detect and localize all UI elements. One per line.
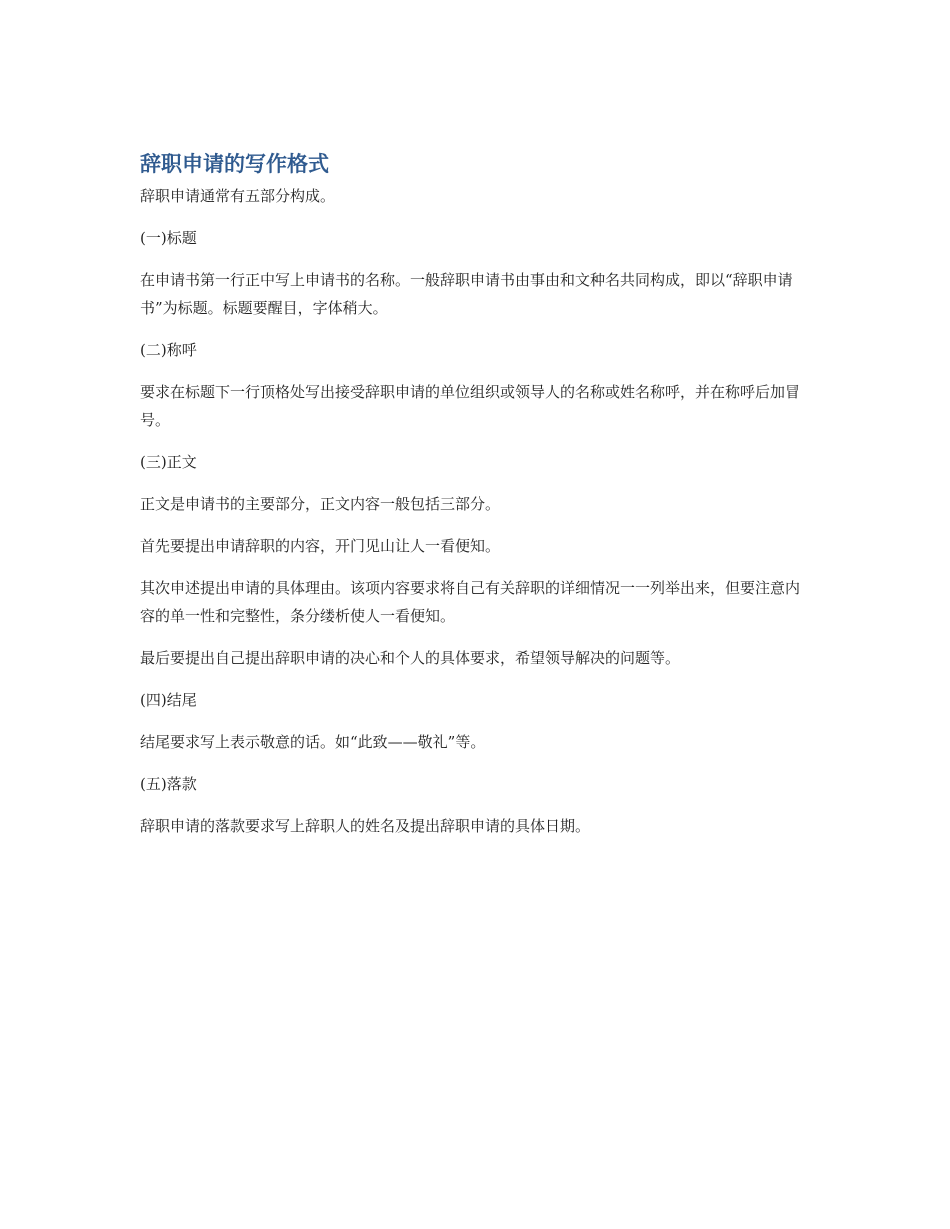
section-heading-closing: (四)结尾	[140, 691, 197, 709]
closing-description: 结尾要求写上表示敬意的话。如“此致——敬礼”等。	[140, 733, 486, 751]
signature-description: 辞职申请的落款要求写上辞职人的姓名及提出辞职申请的具体日期。	[140, 817, 591, 835]
title-description: 在申请书第一行正中写上申请书的名称。一般辞职申请书由事由和文种名共同构成，即以“辞职申请书”为标题。标题要醒目，字体稍大。	[140, 271, 793, 317]
intro-paragraph: 辞职申请通常有五部分构成。	[140, 187, 336, 205]
section-heading-signature: (五)落款	[140, 775, 197, 793]
section-heading-body: (三)正文	[140, 453, 197, 471]
page-title: 辞职申请的写作格式	[140, 152, 329, 176]
section-heading-salutation: (二)称呼	[140, 341, 197, 359]
body-point-last: 最后要提出自己提出辞职申请的决心和个人的具体要求，希望领导解决的问题等。	[140, 649, 681, 667]
document-page	[140, 148, 812, 854]
salutation-description: 要求在标题下一行顶格处写出接受辞职申请的单位组织或领导人的名称或姓名称呼，并在称呼后加冒号。	[140, 383, 801, 429]
body-description: 正文是申请书的主要部分，正文内容一般包括三部分。	[140, 495, 501, 513]
body-point-second: 其次申述提出申请的具体理由。该项内容要求将自己有关辞职的详细情况一一列举出来，但要注意内容的单一性和完整性，条分缕析使人一看便知。	[140, 579, 801, 625]
section-heading-title: (一)标题	[140, 229, 197, 247]
body-point-first: 首先要提出申请辞职的内容，开门见山让人一看便知。	[140, 537, 501, 555]
